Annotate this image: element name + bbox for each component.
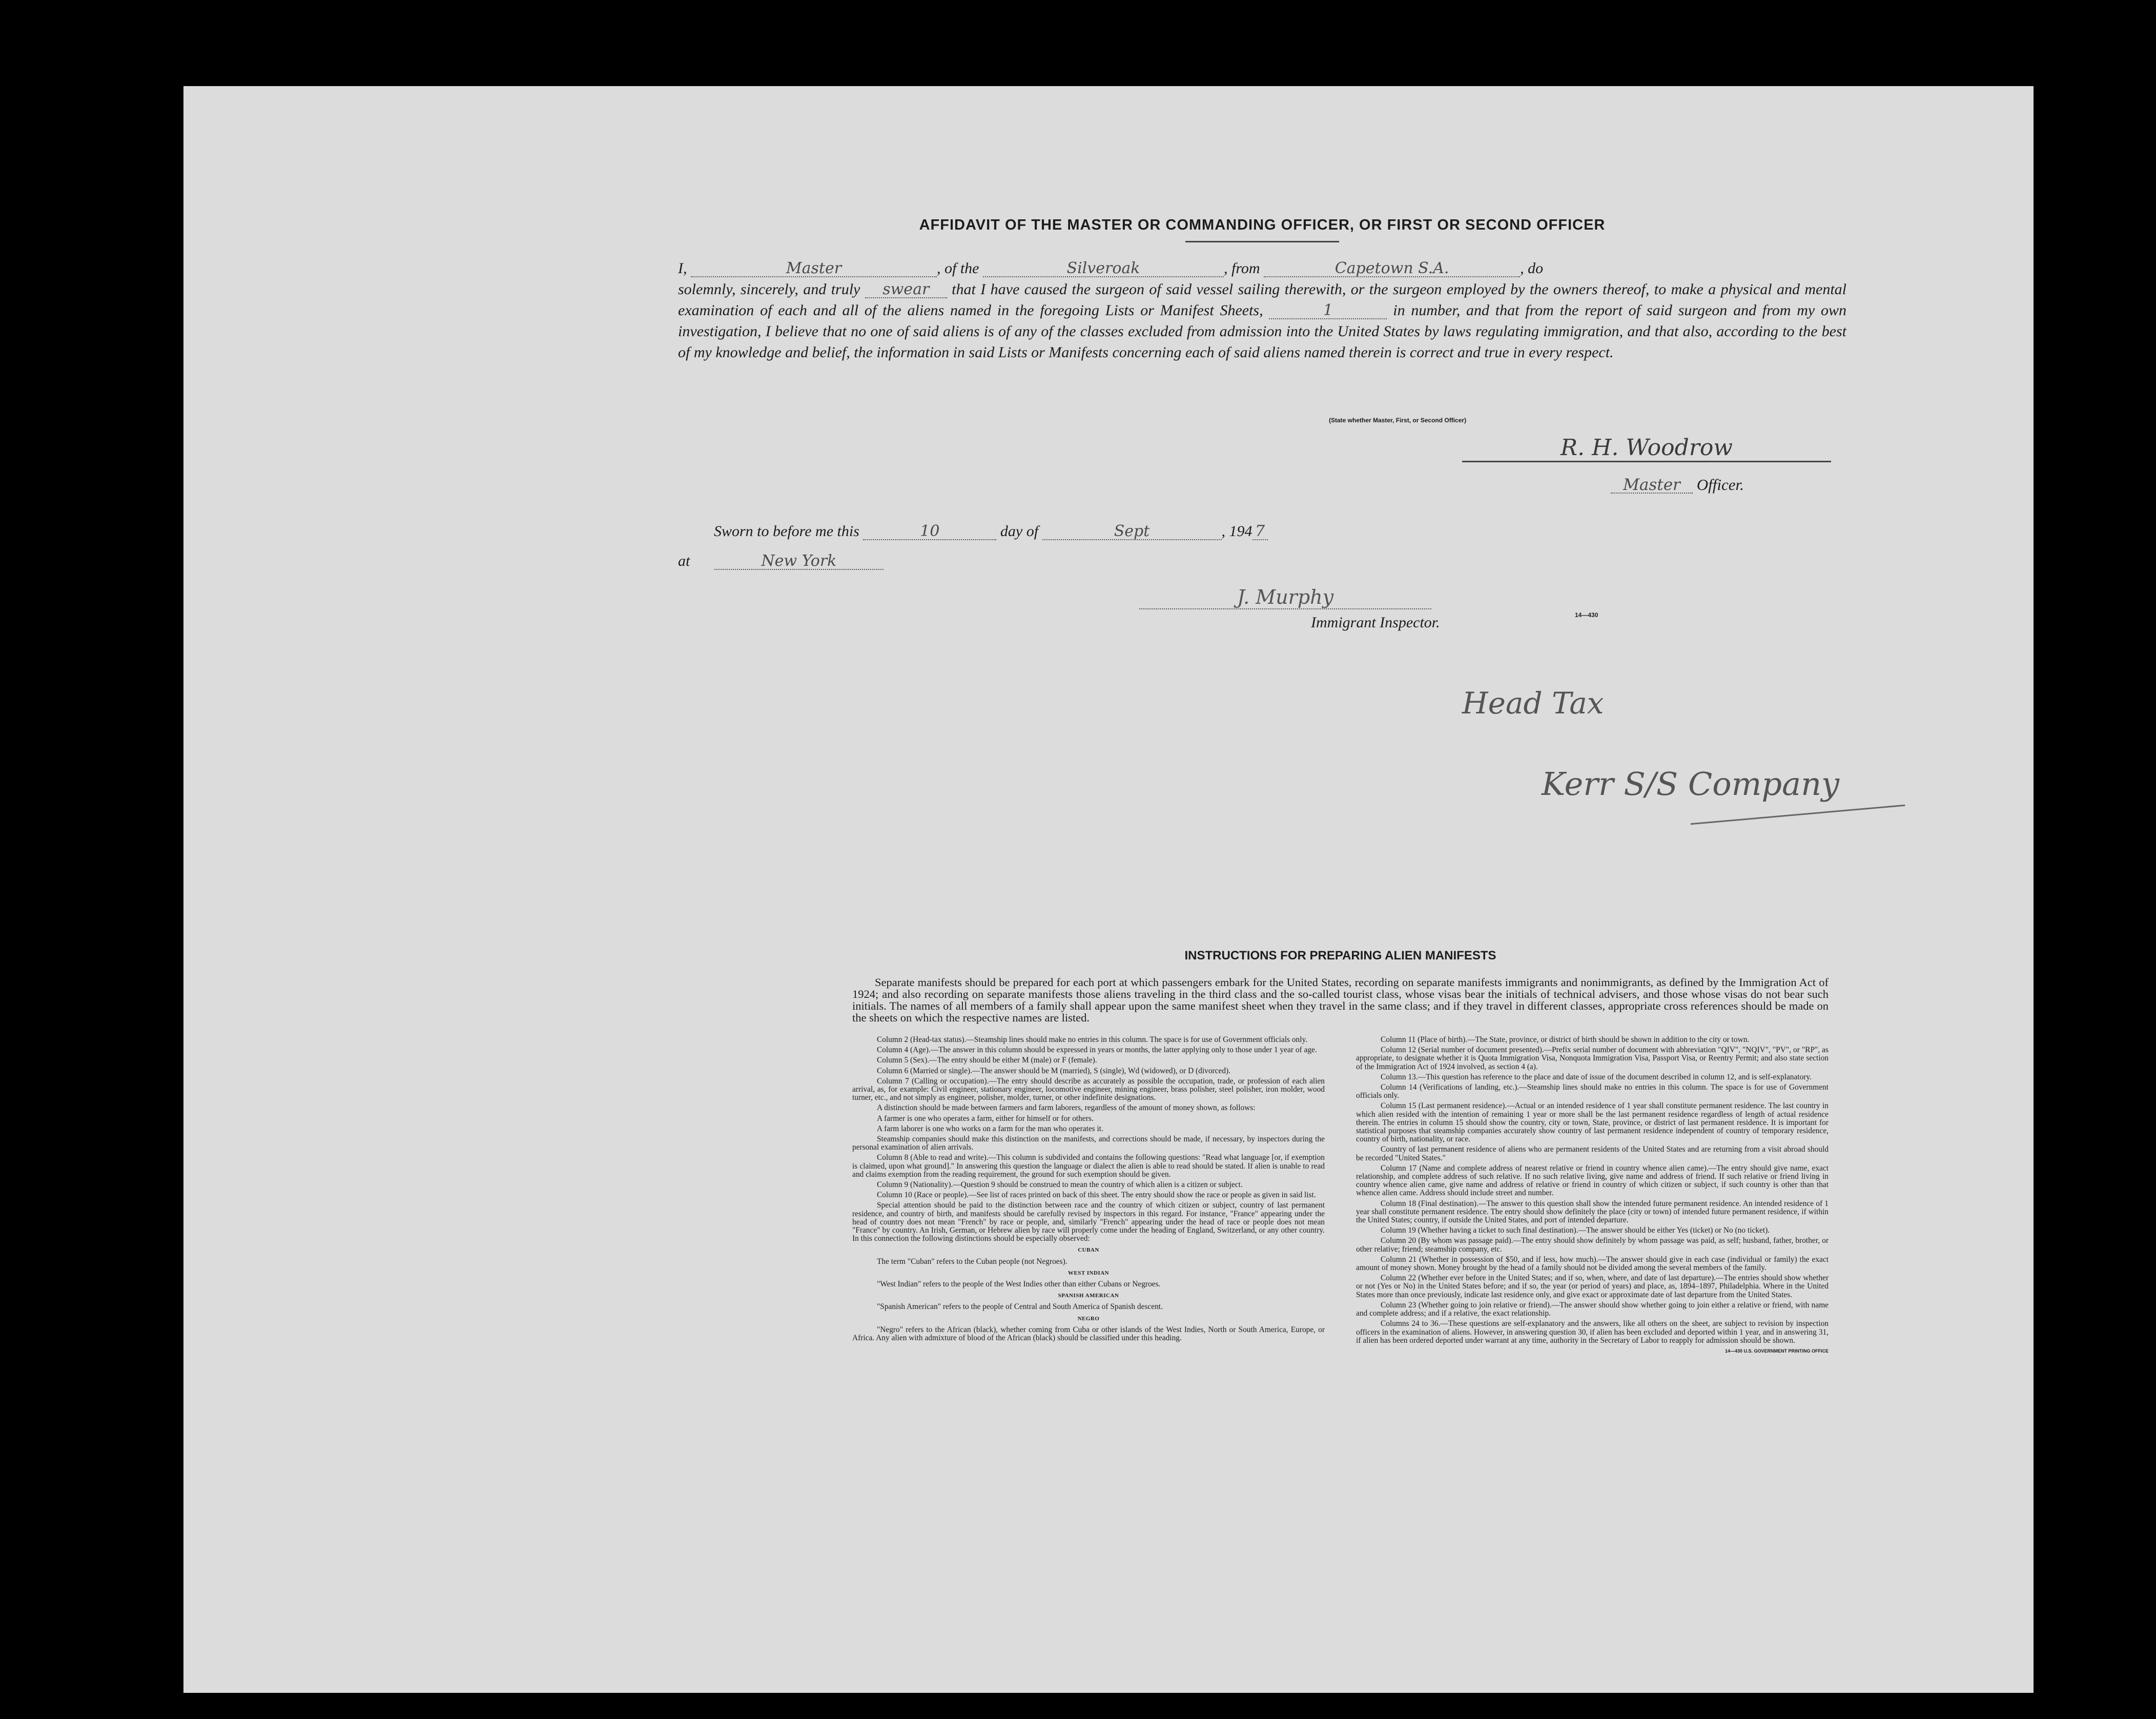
company-annotation: Kerr S/S Company: [1542, 765, 1840, 803]
punch-hole: [2079, 262, 2112, 288]
instruction-paragraph: A distinction should be made between farmers and farm laborers, regardless of the amount of money shown, as follows:: [877, 1103, 1256, 1113]
label-year: , 194: [1221, 523, 1252, 540]
instruction-paragraph: "West Indian" refers to the people of the West Indies other than either Cubans or Negroes.: [877, 1280, 1161, 1289]
form-number: 14—430: [1575, 611, 1598, 619]
heading-west-indian: WEST INDIAN: [1067, 1270, 1110, 1276]
instruction-paragraph: Column 11 (Place of birth).—The State, province, or district of birth should be shown in addition to the city or town.: [1381, 1035, 1750, 1044]
annotation-underline: [1691, 805, 1905, 825]
instruction-paragraph: "Spanish American" refers to the people of Central and South America of Spanish descent.: [877, 1302, 1163, 1312]
officer-title-line: [1611, 476, 1744, 494]
officer-signature: R. H. Woodrow: [1462, 435, 1831, 462]
punch-hole: [2081, 1090, 2113, 1116]
affidavit-section: [678, 217, 1847, 631]
instruction-paragraph: Column 17 (Name and complete address of nearest relative or friend in country whence alien came).—The entry should give name, exact relationship, and complete address of such relative. If no such relative living, give name and address of friend. If such relative or friend living in country whence alien came, give name and address of relative or friend in country of which citizen or subject, if such country is other than that whence alien came. Address should include street and number.: [1356, 1163, 1829, 1198]
instructions-section: [852, 949, 1829, 1355]
instruction-paragraph: Steamship companies should make this distinction on the manifests, and corrections should be made, if necessary, by inspectors during the personal examination of alien arrivals.: [852, 1135, 1325, 1152]
year-digit-field: 7: [1252, 524, 1268, 540]
affidavit-text-2: in number, and that from the report of said surgeon and from my own investigation, I believe that no one of said aliens is of any of the classes excluded from admission into the United States by laws regulating immigration, and that also, according to the best of my knowledge and belief, the information in said Lists or Manifests concerning each of said aliens named therein is correct and true in every respect.: [678, 302, 1847, 361]
punch-hole: [2081, 1168, 2113, 1193]
punch-hole: [2081, 341, 2113, 367]
officer-rank-field: Master: [691, 261, 937, 277]
instruction-paragraph: Column 14 (Verifications of landing, etc.).—Steamship lines should make no entries in this column. The space is for use of Government officials only.: [1356, 1083, 1829, 1100]
instruction-paragraph: Columns 24 to 36.—These questions are self-explanatory and the answers, like all others on the sheet, are subject to revision by inspection officers in the examination of aliens. However, in answering question 30, if alien has been excluded and deported within 1 year, and in answering 31, if alien has been ordered deported under warrant at any time, authority in the Secretary of Labor to reapply for admission should be shown.: [1356, 1319, 1829, 1345]
officer-title-handwritten: Master: [1611, 477, 1693, 494]
instructions-title: INSTRUCTIONS FOR PREPARING ALIEN MANIFESTS: [1184, 949, 1496, 963]
label-day-of: day of: [1000, 523, 1039, 540]
instructions-right-column: [1356, 1036, 1829, 1355]
instruction-paragraph: Column 19 (Whether having a ticket to such final destination).—The answer should be either Yes (ticket) or No (no ticket).: [1381, 1226, 1770, 1235]
instruction-paragraph: A farm laborer is one who works on a farm for the man who operates it.: [877, 1124, 1103, 1133]
instruction-paragraph: Column 20 (By whom was passage paid).—The entry should show definitely by whom passage was paid, as self; husband, father, brother, or other relative; friend; steamship company, etc.: [1356, 1236, 1829, 1254]
place-field: New York: [714, 554, 884, 570]
label-solemnly: solemnly, sincerely, and truly: [678, 281, 860, 298]
instruction-paragraph: Column 21 (Whether in possession of $50, and if less, how much).—The answer should give in each case (individual or family) the exact amount of money shown. Money brought by the head of a family should not be divided among the several members of the family.: [1356, 1255, 1829, 1273]
instruction-paragraph: Column 18 (Final destination).—The answer to this question shall show the intended future permanent residence. An intended residence of 1 year shall constitute permanent residence. The entry should show definitely the place (city or town) of intended future permanent residence, if within the United States; country, if outside the United States, and port of intended departure.: [1356, 1199, 1829, 1225]
instruction-paragraph: Column 6 (Married or single).—The answer should be M (married), S (single), Wd (widowed), or D (divorced).: [877, 1066, 1230, 1075]
punch-hole: [2081, 1401, 2113, 1427]
month-field: Sept: [1042, 524, 1222, 540]
instruction-paragraph: Column 7 (Calling or occupation).—The entry should describe as accurately as possible the occupation, trade, or profession of each alien arrival, as, for example: Civil engineer, stationary engineer, locomotive engineer, mining engineer, brass polisher, steel polisher, iron molder, wood turner, etc., and not simply as engineer, polisher, molder, turner, or other indefinite designations.: [852, 1076, 1325, 1102]
day-field: 10: [863, 524, 996, 540]
document-page: [183, 86, 2034, 1693]
heading-cuban: CUBAN: [1078, 1247, 1099, 1254]
rank-note: (State whether Master, First, or Second Officer): [1329, 417, 1467, 424]
label-sworn: Sworn to before me this: [714, 523, 859, 540]
punch-hole: [2081, 575, 2113, 601]
instruction-paragraph: Column 4 (Age).—The answer in this column should be expressed in years or months, the latter applying only to those under 1 year of age.: [877, 1046, 1317, 1055]
punch-hole: [2081, 654, 2113, 680]
instruction-paragraph: Column 10 (Race or people).—See list of races printed on back of this sheet. The entry should show the race or people as given in said list.: [877, 1191, 1316, 1200]
affidavit-body: [678, 258, 1846, 363]
instruction-paragraph: Column 22 (Whether ever before in the United States; and if so, when, where, and date of last departure).—The entries should show whether or not (Yes or No) in the United States before; and if so, the year (or period of years) and place, as, 1894–1897, Philadelphia. Where in the United States more than once previously, indicate last residence only, and give exact or approximate date of last departure from the United States.: [1356, 1274, 1829, 1299]
heading-negro: NEGRO: [1077, 1315, 1100, 1322]
label-of-the: , of the: [937, 260, 979, 277]
label-officer: Officer.: [1696, 476, 1744, 494]
label-do: , do: [1520, 260, 1544, 277]
instruction-paragraph: Country of last permanent residence of aliens who are permanent residents of the United States and are returning from a visit abroad should be recorded "United States.": [1356, 1145, 1829, 1162]
instruction-paragraph: Column 13.—This question has reference to the place and date of issue of the document described in column 12, and is self-explanatory.: [1381, 1072, 1812, 1081]
instruction-paragraph: A farmer is one who operates a farm, either for himself or for others.: [877, 1114, 1094, 1123]
instruction-paragraph: Column 15 (Last permanent residence).—Actual or an intended residence of 1 year shall constitute permanent residence. The last country in which alien resided with the intention of remaining 1 year or more shall be the last permanent residence regardless of length of actual residence therein. The entries in column 15 should show the country, city or town, State, province, or district of last permanent residence. It is important for statistical purposes that steamship companies accurately show country of last permanent residence independent of country of temporary residence, country of birth, nationality, or race.: [1356, 1101, 1829, 1144]
instruction-paragraph: Column 12 (Serial number of document presented).—Prefix serial number of document with abbreviation "QIV", "NQIV", "PV", or "RP", as appropriate, to designate whether it is Quota Immigration Visa, Nonquota Immigration Visa, Passport Visa, or Reentry Permit; and also state section of the Immigration Act of 1924 involved, as section 4 (a).: [1356, 1046, 1829, 1071]
instruction-paragraph: Column 23 (Whether going to join relative or friend).—The answer should show whether going to join either a relative or friend, with name and complete address; and if a relative, the exact relationship.: [1356, 1300, 1829, 1318]
swear-field: swear: [865, 282, 947, 298]
title-underline: [1185, 241, 1339, 242]
instructions-columns: [852, 1036, 1829, 1355]
instructions-left-column: [852, 1036, 1325, 1355]
punch-hole: [2081, 1480, 2113, 1506]
instruction-paragraph: Column 2 (Head-tax status).—Steamship lines should make no entries in this column. The space is for use of Government officials only.: [877, 1035, 1308, 1044]
printing-office-footer: 14—430 U.S. GOVERNMENT PRINTING OFFICE: [1724, 1348, 1829, 1354]
label-from: , from: [1224, 260, 1260, 277]
instruction-paragraph: The term "Cuban" refers to the Cuban people (not Negroes).: [877, 1257, 1067, 1266]
instruction-paragraph: "Negro" refers to the African (black), whether coming from Cuba or other islands of the West Indies, North or South America, Europe, or Africa. Any alien with admixture of blood of the African (black) should be classified under this heading.: [852, 1325, 1325, 1343]
port-from-field: Capetown S.A.: [1264, 261, 1520, 277]
instruction-paragraph: Column 9 (Nationality).—Question 9 should be construed to mean the country of which alien is a citizen or subject.: [877, 1180, 1243, 1190]
affidavit-title: AFFIDAVIT OF THE MASTER OR COMMANDING OFFICER, OR FIRST OR SECOND OFFICER: [919, 217, 1606, 233]
instructions-intro: Separate manifests should be prepared for each port at which passengers embark for the United States, recording on separate manifests immigrants and nonimmigrants, as defined by the Immigration Act of 1924; and also recording on separate manifests those aliens traveling in the third class and the so-called tourist class, whose visas bear the initials of technical advisers, and those whose visas do not bear such initials. The names of all members of a family shall appear upon the same manifest sheet when they travel in the same class; and if they travel in different classes, appropriate cross references should be made on the sheets on which the respective names are listed.: [852, 976, 1829, 1024]
vessel-name-field: Silveroak: [983, 261, 1224, 277]
head-tax-annotation: Head Tax: [1462, 686, 1604, 721]
inspector-signature: J. Murphy: [1139, 586, 1431, 609]
instruction-paragraph: Column 5 (Sex).—The entry should be either M (male) or F (female).: [877, 1056, 1097, 1065]
inspector-label: Immigrant Inspector.: [1311, 614, 1440, 631]
sheet-count-field: 1: [1269, 303, 1387, 319]
label-at: at: [678, 552, 690, 569]
heading-spanish-american: SPANISH AMERICAN: [1058, 1293, 1119, 1299]
instruction-paragraph: Special attention should be paid to the distinction between race and the country of which citizen or subject, country of last permanent residence, and country of birth, and manifests should be carefully revised by inspectors in this regard. For instance, "France" appearing under the head of country does not mean "French" by race or people, and, similarly "French" appearing under the head of race or people does not mean "France" by country. An Irish, German, or Hebrew alien by race will properly come under the heading of England, Switzerland, or any other country. In this connection the following distinctions should be especially observed:: [852, 1201, 1325, 1243]
affidavit-text-1: that I have caused the surgeon of said vessel sailing therewith, or the surgeon employed by the owners thereof, to make a physical and mental examination of each and all of the aliens named in the foregoing Lists or Manifest Sheets,: [678, 281, 1846, 319]
sworn-block: [678, 517, 1395, 576]
label-i: I,: [678, 260, 687, 277]
instruction-paragraph: Column 8 (Able to read and write).—This column is subdivided and contains the following questions: "Read what language [or, if exemption is claimed, upon what ground]." In answering this question the language or dialect the alien is able to read should be stated. If alien is unable to read and claims exemption from the reading requirement, the ground for such exemption should be given.: [852, 1153, 1325, 1179]
